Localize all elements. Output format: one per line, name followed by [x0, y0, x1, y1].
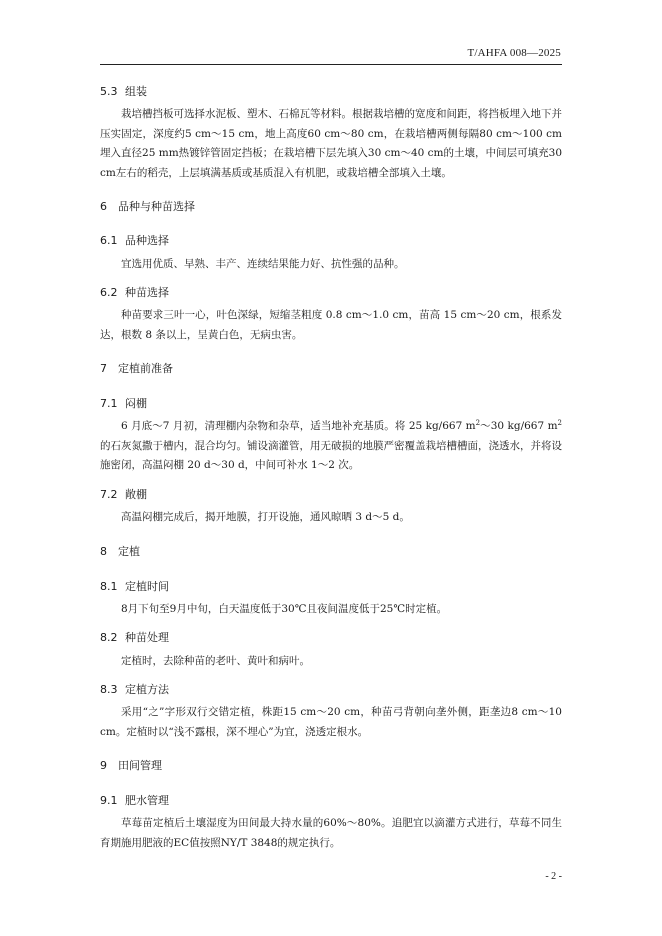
heading-title: 闷棚 [125, 397, 147, 410]
heading-8-2 [100, 629, 169, 645]
heading-title: 肥水管理 [125, 794, 169, 807]
heading-6 [100, 198, 195, 214]
heading-number: 7 [100, 362, 107, 375]
heading-number: 5.3 [100, 85, 118, 98]
heading-8-3 [100, 681, 169, 697]
paragraph-6-1: 宜选用优质、早熟、丰产、连续结果能力好、抗性强的品种。 [121, 258, 405, 270]
paragraph-8-1: 8月下旬至9月中旬，白天温度低于30℃且夜间温度低于25℃时定植。 [121, 603, 448, 615]
heading-number: 8.2 [100, 631, 118, 644]
heading-number: 7.1 [100, 397, 118, 410]
heading-title: 定植方法 [125, 683, 169, 696]
heading-title: 定植 [118, 545, 140, 558]
paragraph-8-3: 采用“之”字形双行交错定植，株距15 cm～20 cm，种苗弓背朝向垄外侧，距垄边8 cm～10 cm。定植时以“浅不露根，深不埋心”为宜，浇透定根水。 [100, 706, 562, 738]
heading-6-2 [100, 284, 169, 300]
heading-number: 7.2 [100, 488, 118, 501]
heading-8 [100, 543, 140, 559]
paragraph-7-2: 高温闷棚完成后，揭开地膜，打开设施，通风晾晒 3 d～5 d。 [121, 511, 410, 523]
superscript: 2 [475, 419, 481, 427]
header-rule [100, 64, 562, 65]
heading-number: 8.1 [100, 580, 118, 593]
heading-7-1 [100, 395, 147, 411]
heading-7 [100, 360, 173, 376]
heading-title: 品种选择 [125, 234, 169, 247]
heading-number: 9.1 [100, 794, 118, 807]
heading-number: 9 [100, 759, 107, 772]
paragraph-8-2: 定植时，去除种苗的老叶、黄叶和病叶。 [121, 655, 310, 667]
heading-title: 组装 [125, 85, 147, 98]
text-run: ～30 kg/667 m [480, 420, 558, 432]
paragraph-7-1 [100, 417, 562, 476]
heading-title: 田间管理 [118, 759, 162, 772]
text-run: 的石灰氮撒于槽内，混合均匀。铺设滴灌管，用无破损的地膜严密覆盖栽培槽槽面，浇透水，并将设施密闭，高温闷棚 20 d～30 d，中间可补水 1～2 次。 [100, 439, 562, 471]
heading-9-1 [100, 792, 169, 808]
paragraph-5-3: 栽培槽挡板可选择水泥板、塑木、石棉瓦等材料。根据栽培槽的宽度和间距，将挡板埋入地下并压实固定，深度约5 cm～15 cm，地上高度60 cm～80 cm，在栽培槽两侧每隔80 cm～100 cm埋入直径25 mm热镀锌管固定挡板；在栽培槽下层先填入30 cm～40 cm的土壤，中间层可填充30 cm左右的稻壳，上层填满基质或基质混入有机肥，或栽培槽全部填入土壤。 [100, 108, 562, 179]
heading-number: 8 [100, 545, 107, 558]
heading-6-1 [100, 232, 169, 248]
heading-title: 种苗处理 [125, 631, 169, 644]
heading-number: 8.3 [100, 683, 118, 696]
heading-number: 6 [100, 200, 107, 213]
heading-number: 6.2 [100, 286, 118, 299]
document-code: T/AHFA 008—2025 [467, 47, 561, 59]
heading-title: 品种与种苗选择 [118, 200, 195, 213]
heading-title: 种苗选择 [125, 286, 169, 299]
paragraph-6-2: 种苗要求三叶一心，叶色深绿，短缩茎粗度 0.8 cm～1.0 cm，苗高 15 cm～20 cm，根系发达，根数 8 条以上，呈黄白色，无病虫害。 [100, 309, 562, 341]
text-run: 6 月底～7 月初，清理棚内杂物和杂草，适当地补充基质。将 25 kg/667 m [121, 420, 476, 432]
heading-5-3 [100, 83, 147, 99]
paragraph-9-1: 草莓苗定植后土壤湿度为田间最大持水量的60%～80%。追肥宜以滴灌方式进行，草莓不同生育期施用肥液的EC值按照NY/T 3848的规定执行。 [100, 817, 562, 849]
heading-number: 6.1 [100, 234, 118, 247]
heading-9 [100, 757, 162, 773]
heading-title: 定植时间 [125, 580, 169, 593]
heading-8-1 [100, 578, 169, 594]
superscript: 2 [557, 419, 562, 427]
heading-title: 敞棚 [125, 488, 147, 501]
heading-title: 定植前准备 [118, 362, 173, 375]
heading-7-2 [100, 486, 147, 502]
page-number: - 2 - [545, 871, 562, 882]
